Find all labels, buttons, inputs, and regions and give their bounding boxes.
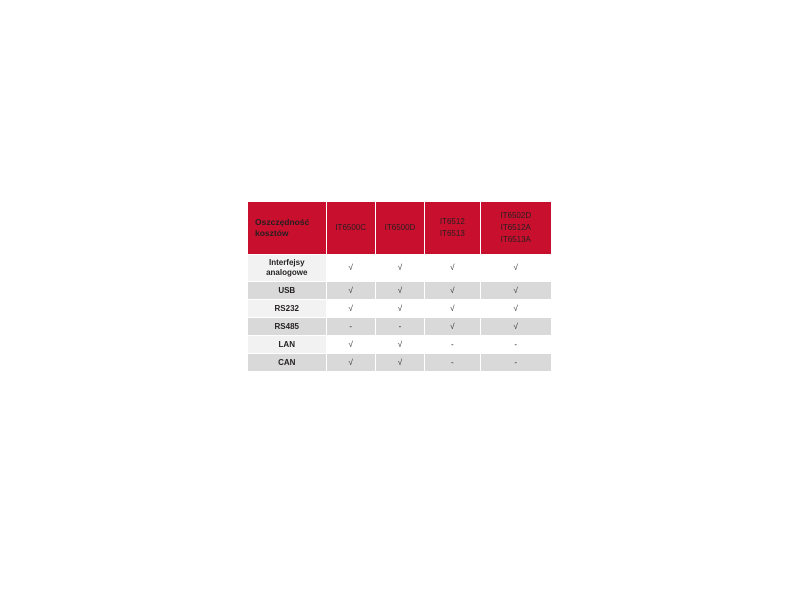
cell-value: √ (480, 318, 552, 336)
header-corner-label (248, 202, 327, 255)
cell-value: √ (375, 300, 424, 318)
cell-value: - (425, 336, 480, 354)
cell-value: √ (326, 255, 375, 282)
cell-value: √ (480, 300, 552, 318)
table-row (248, 354, 552, 372)
header-column-it6500d (375, 202, 424, 255)
model-line: IT6502D (500, 211, 532, 220)
row-label-usb: USB (248, 282, 327, 300)
spec-table-container (247, 201, 552, 372)
table-body (248, 255, 552, 372)
cell-value: √ (375, 255, 424, 282)
corner-label-line-2: kosztów (255, 228, 289, 238)
model-line: IT6512A (500, 223, 531, 232)
interface-comparison-table (247, 201, 552, 372)
table-row (248, 318, 552, 336)
cell-value: - (375, 318, 424, 336)
cell-value: √ (480, 282, 552, 300)
cell-value: - (480, 336, 552, 354)
corner-label-line-1: Oszczędność (255, 217, 310, 228)
model-line: IT6500D (384, 223, 416, 232)
cell-value: - (480, 354, 552, 372)
cell-value: √ (326, 354, 375, 372)
cell-value: √ (425, 318, 480, 336)
table-row (248, 282, 552, 300)
row-label-rs485: RS485 (248, 318, 327, 336)
cell-value: √ (375, 336, 424, 354)
header-column-it6512-it6513 (425, 202, 480, 255)
header-row (248, 202, 552, 255)
cell-value: √ (326, 336, 375, 354)
cell-value: √ (425, 282, 480, 300)
row-label-line: analogowe (266, 268, 308, 277)
cell-value: √ (326, 300, 375, 318)
row-label-lan: LAN (248, 336, 327, 354)
header-column-it6500c (326, 202, 375, 255)
table-header (248, 202, 552, 255)
row-label-analog-interfaces (248, 255, 327, 282)
cell-value: √ (326, 282, 375, 300)
model-line: IT6512 (439, 217, 465, 226)
cell-value: √ (425, 300, 480, 318)
cell-value: √ (425, 255, 480, 282)
row-label-can: CAN (248, 354, 327, 372)
table-row (248, 300, 552, 318)
table-row (248, 336, 552, 354)
cell-value: √ (375, 282, 424, 300)
row-label-line: Interfejsy (268, 258, 305, 267)
model-line: IT6513A (500, 235, 531, 244)
model-line: IT6500C (335, 223, 367, 232)
cell-value: √ (480, 255, 552, 282)
model-line: IT6513 (439, 229, 465, 238)
cell-value: - (425, 354, 480, 372)
row-label-rs232: RS232 (248, 300, 327, 318)
cell-value: - (326, 318, 375, 336)
cell-value: √ (375, 354, 424, 372)
table-row (248, 255, 552, 282)
header-column-it6502d-it6512a-it6513a (480, 202, 552, 255)
